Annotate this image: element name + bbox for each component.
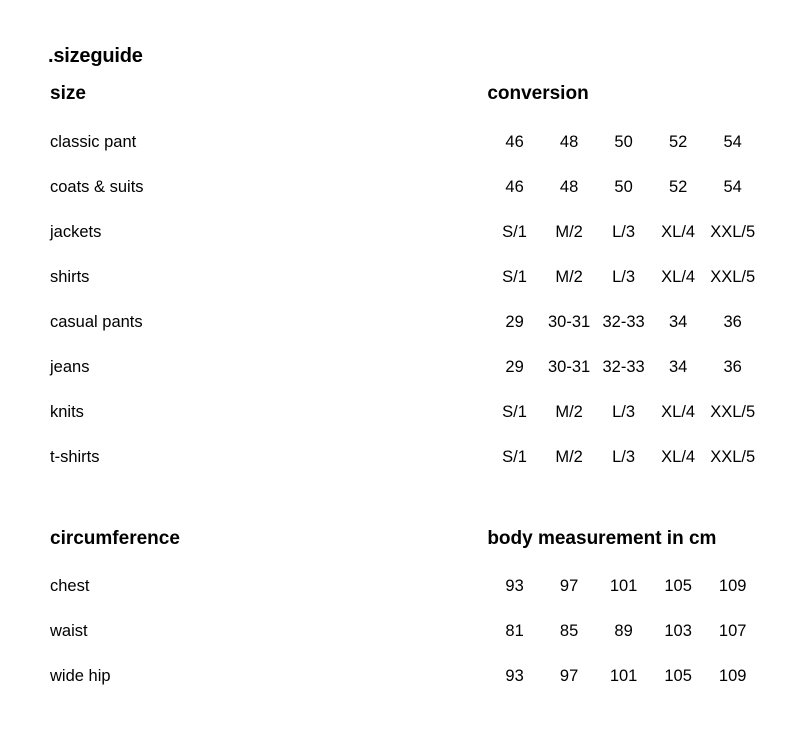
row-label-t-shirts: t-shirts xyxy=(50,448,100,466)
row-label-jackets: jackets xyxy=(50,223,102,241)
cell-value: L/3 xyxy=(612,268,636,286)
table-row xyxy=(48,210,760,255)
cell-value: 48 xyxy=(559,178,579,196)
cell-value: XL/4 xyxy=(661,223,696,241)
row-label-waist: waist xyxy=(50,622,88,640)
conversion-table xyxy=(48,68,760,480)
row-label-shirts: shirts xyxy=(50,268,90,286)
cell-value: 50 xyxy=(614,133,633,151)
table-header-row xyxy=(48,68,760,120)
cell-value: 105 xyxy=(664,667,692,685)
column-header-circumference: circumference xyxy=(50,528,180,549)
cell-value: XXL/5 xyxy=(710,268,756,286)
column-header-conversion: conversion xyxy=(487,83,589,104)
cell-value: 32-33 xyxy=(602,313,645,331)
cell-value: 81 xyxy=(505,622,524,640)
cell-value: 101 xyxy=(609,667,638,685)
cell-value: 30-31 xyxy=(547,313,591,331)
cell-value: XXL/5 xyxy=(710,448,756,466)
row-label-chest: chest xyxy=(50,577,90,595)
cell-value: M/2 xyxy=(555,448,583,466)
table-row xyxy=(48,390,760,435)
cell-value: 36 xyxy=(723,313,742,331)
cell-value: 103 xyxy=(664,622,692,640)
cell-value: S/1 xyxy=(502,448,527,466)
cell-value: 32-33 xyxy=(602,358,645,376)
cell-value: XL/4 xyxy=(661,403,696,421)
cell-value: 34 xyxy=(668,358,688,376)
table-row xyxy=(48,564,760,609)
cell-value: 46 xyxy=(505,133,524,151)
table-row xyxy=(48,165,760,210)
cell-value: 109 xyxy=(718,667,747,685)
cell-value: M/2 xyxy=(555,403,583,421)
table-row xyxy=(48,345,760,390)
cell-value: 34 xyxy=(668,313,688,331)
cell-value: 89 xyxy=(614,622,633,640)
cell-value: 105 xyxy=(664,577,692,595)
cell-value: 109 xyxy=(718,577,747,595)
cell-value: 93 xyxy=(505,577,524,595)
row-label-classic-pant: classic pant xyxy=(50,133,137,151)
cell-value: S/1 xyxy=(502,268,527,286)
cell-value: M/2 xyxy=(555,268,583,286)
row-label-jeans: jeans xyxy=(50,358,90,376)
cell-value: L/3 xyxy=(612,223,636,241)
cell-value: 36 xyxy=(723,358,742,376)
section-divider xyxy=(48,480,756,514)
table-row xyxy=(48,609,760,654)
table-row xyxy=(48,255,760,300)
row-label-coats-and-suits: coats & suits xyxy=(50,178,144,196)
column-header-size: size xyxy=(50,83,86,104)
cell-value: S/1 xyxy=(502,223,527,241)
cell-value: 97 xyxy=(559,667,579,685)
cell-value: 54 xyxy=(723,133,742,151)
row-label-wide-hip: wide hip xyxy=(50,667,111,685)
cell-value: XL/4 xyxy=(661,268,696,286)
cell-value: 52 xyxy=(668,178,688,196)
table-row xyxy=(48,300,760,345)
cell-value: 85 xyxy=(559,622,579,640)
cell-value: 29 xyxy=(505,358,524,376)
cell-value: 48 xyxy=(559,133,579,151)
cell-value: 107 xyxy=(718,622,747,640)
table-header-row xyxy=(48,514,760,564)
cell-value: L/3 xyxy=(612,403,636,421)
cell-value: L/3 xyxy=(612,448,636,466)
cell-value: 30-31 xyxy=(547,358,591,376)
cell-value: XXL/5 xyxy=(710,403,756,421)
cell-value: 97 xyxy=(559,577,579,595)
cell-value: 54 xyxy=(723,178,742,196)
cell-value: XXL/5 xyxy=(710,223,756,241)
cell-value: XL/4 xyxy=(661,448,696,466)
cell-value: 46 xyxy=(505,178,524,196)
cell-value: M/2 xyxy=(555,223,583,241)
table-row xyxy=(48,654,760,699)
cell-value: 52 xyxy=(668,133,688,151)
cell-value: 101 xyxy=(609,577,638,595)
cell-value: S/1 xyxy=(502,403,527,421)
circumference-table xyxy=(48,514,760,699)
page-title: .sizeguide xyxy=(48,45,143,67)
column-header-body-measurement: body measurement in cm xyxy=(487,528,717,549)
table-row xyxy=(48,120,760,165)
row-label-casual-pants: casual pants xyxy=(50,313,143,331)
table-row xyxy=(48,435,760,480)
cell-value: 93 xyxy=(505,667,524,685)
cell-value: 50 xyxy=(614,178,633,196)
row-label-knits: knits xyxy=(50,403,84,421)
cell-value: 29 xyxy=(505,313,524,331)
